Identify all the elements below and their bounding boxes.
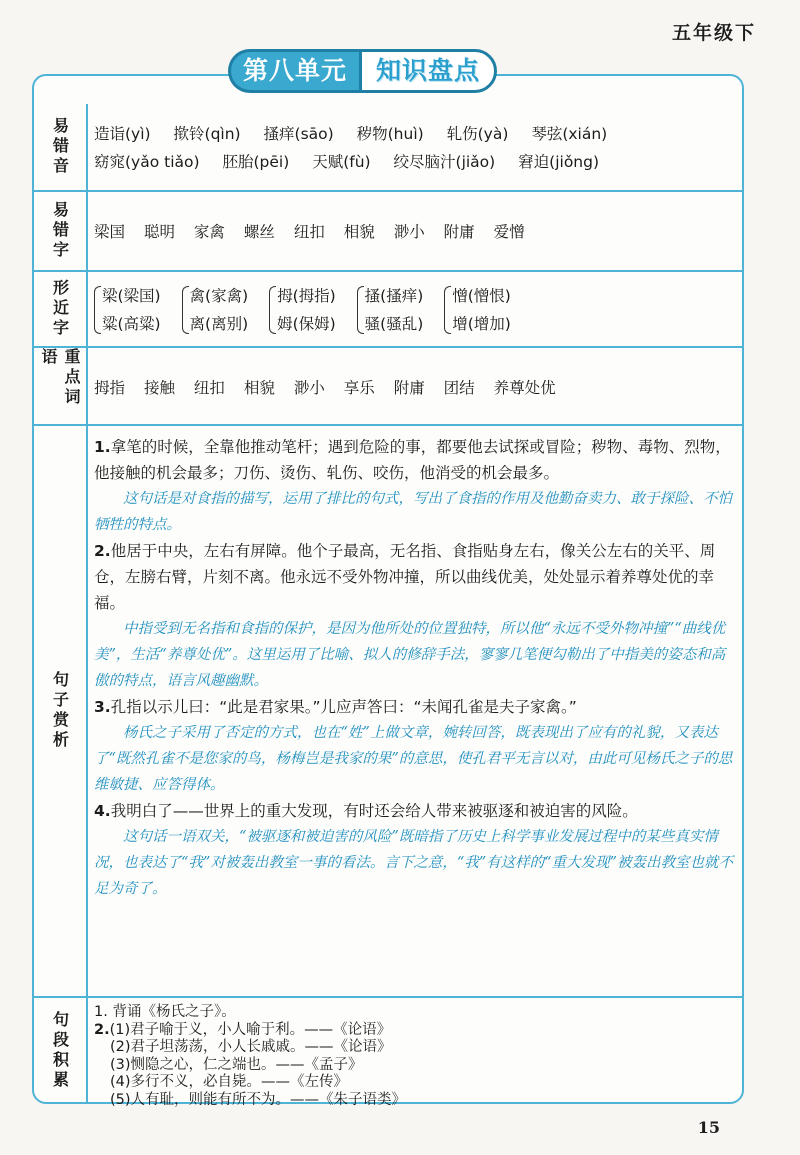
word-item: 家禽 — [193, 223, 225, 241]
word-item: 天赋(fù) — [312, 153, 371, 171]
word-item: 梁国 — [94, 223, 126, 241]
sentence-item-3: 3.孔指以示儿曰：“此是君家果。”儿应声答曰：“未闻孔雀是夫子家禽。” 杨氏之子采用了否定的方式，也在“姓”上做文章，婉转回答，既表现出了应有的礼貌，又表达了“既然孔雀不是您家的鸟，杨梅岂是我家的果”的意思，使孔君平无言以对，由此可见杨氏之子的思维敏捷、应答得体。 — [94, 698, 733, 793]
pronunciation-line-2 — [94, 150, 734, 172]
quote-line: (4)多行不义，必自毙。——《左传》 — [110, 1074, 349, 1090]
word-item: 揿铃(qìn) — [173, 125, 241, 143]
row-sentences — [34, 426, 742, 998]
word-item: 接触 — [143, 379, 175, 397]
word-item: 享乐 — [343, 379, 375, 397]
word-item: 附庸 — [443, 223, 475, 241]
quote-line: (5)人有耻，则能有所不为。——《朱子语类》 — [110, 1091, 407, 1108]
characters-line — [94, 220, 734, 242]
word-item: 相貌 — [343, 223, 375, 241]
unit-title-topic: 知识盘点 — [359, 49, 497, 93]
accumulate-item-1: 1. 背诵《杨氏之子》。 — [94, 1004, 236, 1020]
row-label: 重点词语 — [34, 348, 88, 424]
unit-title-number: 第八单元 — [228, 49, 359, 93]
pronunciation-line-1 — [94, 122, 734, 144]
row-label: 易错字 — [34, 192, 88, 270]
sentence-item-2: 2.他居于中央，左右有屏障。他个子最高，无名指、食指贴身左右，像关公左右的关平、周仓，左膀右臂，片刻不离。他永远不受外物冲撞，所以曲线优美，处处显示着养尊处优的幸福。 中指受到无名指和食指的保护，是因为他所处的位置独特，所以他“永远不受外物冲撞”“曲线优美”，生活“养尊处优”。这里运用了比喻、拟人的修辞手法，寥寥几笔便勾勒出了中指美的姿态和高傲的特点，语言风趣幽默。 — [94, 542, 726, 689]
page-number: 15 — [697, 1118, 720, 1137]
word-item: 养尊处优 — [493, 379, 556, 397]
word-item: 纽扣 — [193, 379, 225, 397]
row-label: 句子赏析 — [34, 426, 88, 996]
pair-group: 搔(搔痒) 骚(骚乱) — [357, 282, 424, 338]
quote-line: (3)恻隐之心，仁之端也。——《孟子》 — [110, 1056, 363, 1073]
word-item: 团结 — [443, 379, 475, 397]
word-item: 秽物(huì) — [356, 125, 424, 143]
pair-group: 梁(梁国) 粱(高粱) — [94, 282, 161, 338]
row-label: 形近字 — [34, 272, 88, 346]
grade-label: 五年级下 — [671, 22, 756, 44]
knowledge-table — [32, 74, 744, 1108]
word-item: 拇指 — [94, 379, 126, 397]
row-accumulation — [34, 998, 742, 1108]
sentence-item-1: 1.拿笔的时候，全靠他推动笔杆；遇到危险的事，都要他去试探或冒险；秽物、毒物、烈物，他接触的机会最多；刀伤、烫伤、轧伤、咬伤，他消受的机会最多。 这句话是对食指的描写，运用了排比的句式，写出了食指的作用及他勤奋卖力、敢于探险、不怕牺牲的特点。 — [94, 438, 732, 533]
word-item: 螺丝 — [243, 223, 275, 241]
word-item: 琴弦(xián) — [531, 125, 608, 143]
word-item: 轧伤(yà) — [446, 125, 509, 143]
word-item: 窘迫(jiǒng) — [518, 153, 600, 171]
word-item: 爱憎 — [493, 223, 525, 241]
word-item: 附庸 — [393, 379, 425, 397]
row-label: 易错音 — [34, 104, 88, 190]
keywords-line — [94, 376, 734, 398]
pair-group: 憎(憎恨) 增(增加) — [444, 282, 511, 338]
row-characters — [34, 192, 742, 272]
word-item: 渺小 — [393, 223, 425, 241]
word-item: 聪明 — [143, 223, 175, 241]
word-item: 相貌 — [243, 379, 275, 397]
sentence-item-4: 4.我明白了——世界上的重大发现，有时还会给人带来被驱逐和被迫害的风险。 这句话一语双关，“被驱逐和被迫害的风险”既暗指了历史上科学事业发展过程中的某些真实情况，也表达了“我”对被轰出教室一事的看法。言下之意，“我”有这样的“重大发现”被轰出教室也就不足为奇了。 — [94, 802, 733, 897]
word-item: 造诣(yì) — [94, 125, 151, 143]
word-item: 搔痒(sāo) — [263, 125, 334, 143]
word-item: 绞尽脑汁(jiǎo) — [393, 153, 496, 171]
word-item: 胚胎(pēi) — [222, 153, 290, 171]
word-item: 窈窕(yǎo tiǎo) — [94, 153, 200, 171]
row-similar-characters — [34, 272, 742, 348]
row-keywords — [34, 348, 742, 426]
pair-group: 禽(家禽) 离(离别) — [182, 282, 249, 338]
word-item: 渺小 — [293, 379, 325, 397]
unit-title — [228, 48, 568, 94]
row-pronunciation — [34, 104, 742, 192]
similar-pairs — [94, 282, 734, 338]
pair-group: 拇(拇指) 姆(保姆) — [269, 282, 336, 338]
word-item: 纽扣 — [293, 223, 325, 241]
row-label: 句段积累 — [34, 998, 88, 1104]
quote-line: (2)君子坦荡荡，小人长戚戚。——《论语》 — [110, 1039, 392, 1055]
accumulate-item-2: 2.(1)君子喻于义，小人喻于利。——《论语》 — [94, 1021, 392, 1038]
